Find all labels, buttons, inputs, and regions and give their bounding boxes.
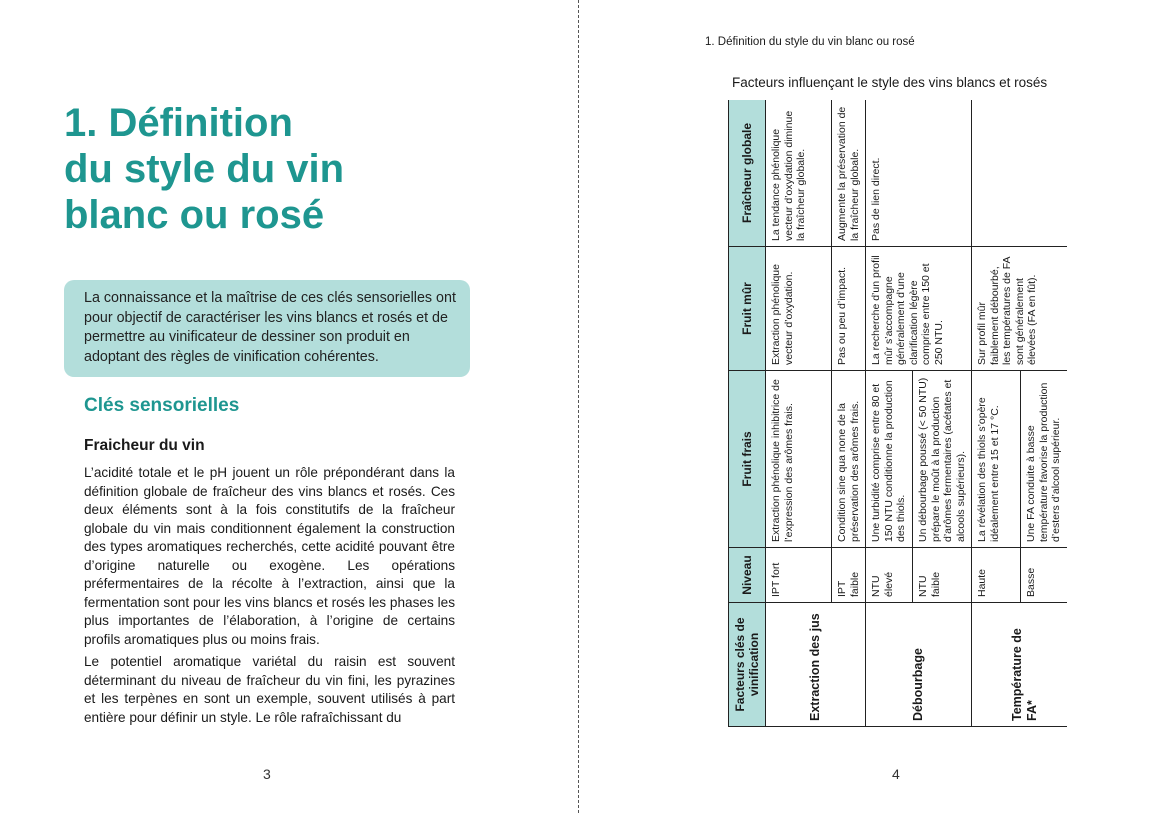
table-caption: Facteurs influençant le style des vins blancs et rosés (732, 75, 1048, 90)
header-cell: Facteurs clés de vinification (729, 603, 766, 727)
level-cell: NTU élevé (866, 548, 913, 603)
table-row (766, 100, 832, 727)
fruit-frais-cell: La révélation des thiols s’opère idéalement entre 15 et 17 °C. (972, 371, 1021, 548)
sub-heading: Fraicheur du vin (84, 437, 205, 454)
level-cell: Haute (972, 548, 1021, 603)
table-frame (728, 100, 1067, 727)
page-divider (578, 0, 579, 813)
header-cell: Fruit mûr (729, 247, 766, 371)
factor-cell: Température de FA* (972, 603, 1068, 727)
fruit-frais-cell: Une FA conduite à basse température favorise la production d’esters d’alcool supérieur. (1021, 371, 1068, 548)
header-cell: Niveau (729, 548, 766, 603)
fraicheur-cell: La tendance phénolique vecteur d’oxydation diminue la fraîcheur globale. (766, 100, 832, 247)
chapter-title-line: blanc ou rosé (64, 193, 325, 237)
fruit-mur-cell: Extraction phénolique vecteur d’oxydation. (766, 247, 832, 371)
fruit-frais-cell: Condition sine qua none de la préservation des arômes frais. (832, 371, 866, 548)
fruit-mur-cell: La recherche d’un profil mûr s’accompagne généralement d’une clarification légère comprise entre 150 et 250 NTU. (866, 247, 972, 371)
intro-box: La connaissance et la maîtrise de ces clés sensorielles ont pour objectif de caractériser les vins blancs et rosés et de permettre au vinificateur de dessiner son produit en adoptant des règles de vinification cohérentes. (64, 280, 470, 377)
level-cell: IPT faible (832, 548, 866, 603)
paragraph: Le potentiel aromatique variétal du raisin est souvent déterminant du niveau de fraîcheur du vin fini, les pyrazines et les terpènes en sont un exemple, souvent utilisés à part entière pour définir un style. Le rôle rafraîchissant du (84, 654, 455, 725)
paragraph: L’acidité totale et le pH jouent un rôle prépondérant dans la définition globale de fraîcheur des vins blancs et rosés. Ces deux éléments sont à la fois constitutifs de la fraîcheur globale du vin mais conditionnent également la construction des types aromatiques recherchés, cette acidité pouvant être d’origine naturelle ou exogène. Les opérations préfermentaires de la récolte à l’extraction, ainsi que la fermentation sont pour les vins blancs et rosés les phases les plus importantes de l’élaboration, à l’origine de certains profils aromatiques plus ou moins frais. (84, 465, 455, 647)
body-text (84, 464, 455, 731)
chapter-title-line: du style du vin (64, 147, 345, 191)
fruit-mur-cell: Sur profil mûr faiblement débourbé, les températures de FA sont généralement élevées (FA en fût). (972, 247, 1068, 371)
factor-cell: Débourbage (866, 603, 972, 727)
fraicheur-cell: Pas de lien direct. (866, 100, 972, 247)
table-row (866, 100, 913, 727)
fraicheur-cell: Augmente la préservation de la fraîcheur globale. (832, 100, 866, 247)
level-cell: Basse (1021, 548, 1068, 603)
header-cell: Fruit frais (729, 371, 766, 548)
fruit-frais-cell: Un débourbage poussé (< 50 NTU) prépare le moût à la production d’arômes fermentaires (acétates et alcools supérieurs). (913, 371, 972, 548)
page-number: 3 (263, 766, 271, 782)
level-cell: NTU faible (913, 548, 972, 603)
chapter-title-line: 1. Définition (64, 101, 293, 145)
left-page (0, 0, 578, 813)
factor-cell: Extraction des jus (766, 603, 866, 727)
running-header: 1. Définition du style du vin blanc ou rosé (705, 36, 915, 48)
factors-table (728, 100, 1067, 727)
fruit-mur-cell: Pas ou peu d’impact. (832, 247, 866, 371)
chapter-title (64, 100, 504, 238)
right-page (580, 0, 1158, 813)
table-header-row (729, 100, 766, 727)
fruit-frais-cell: Une turbidité comprise entre 80 et 150 NTU conditionne la production des thiols. (866, 371, 913, 548)
header-cell: Fraîcheur globale (729, 100, 766, 247)
level-cell: IPT fort (766, 548, 832, 603)
fraicheur-cell (972, 100, 1068, 247)
fruit-frais-cell: Extraction phénolique inhibitrice de l’expression des arômes frais. (766, 371, 832, 548)
section-heading: Clés sensorielles (84, 395, 240, 416)
table-row (972, 100, 1021, 727)
page-number: 4 (892, 766, 900, 782)
